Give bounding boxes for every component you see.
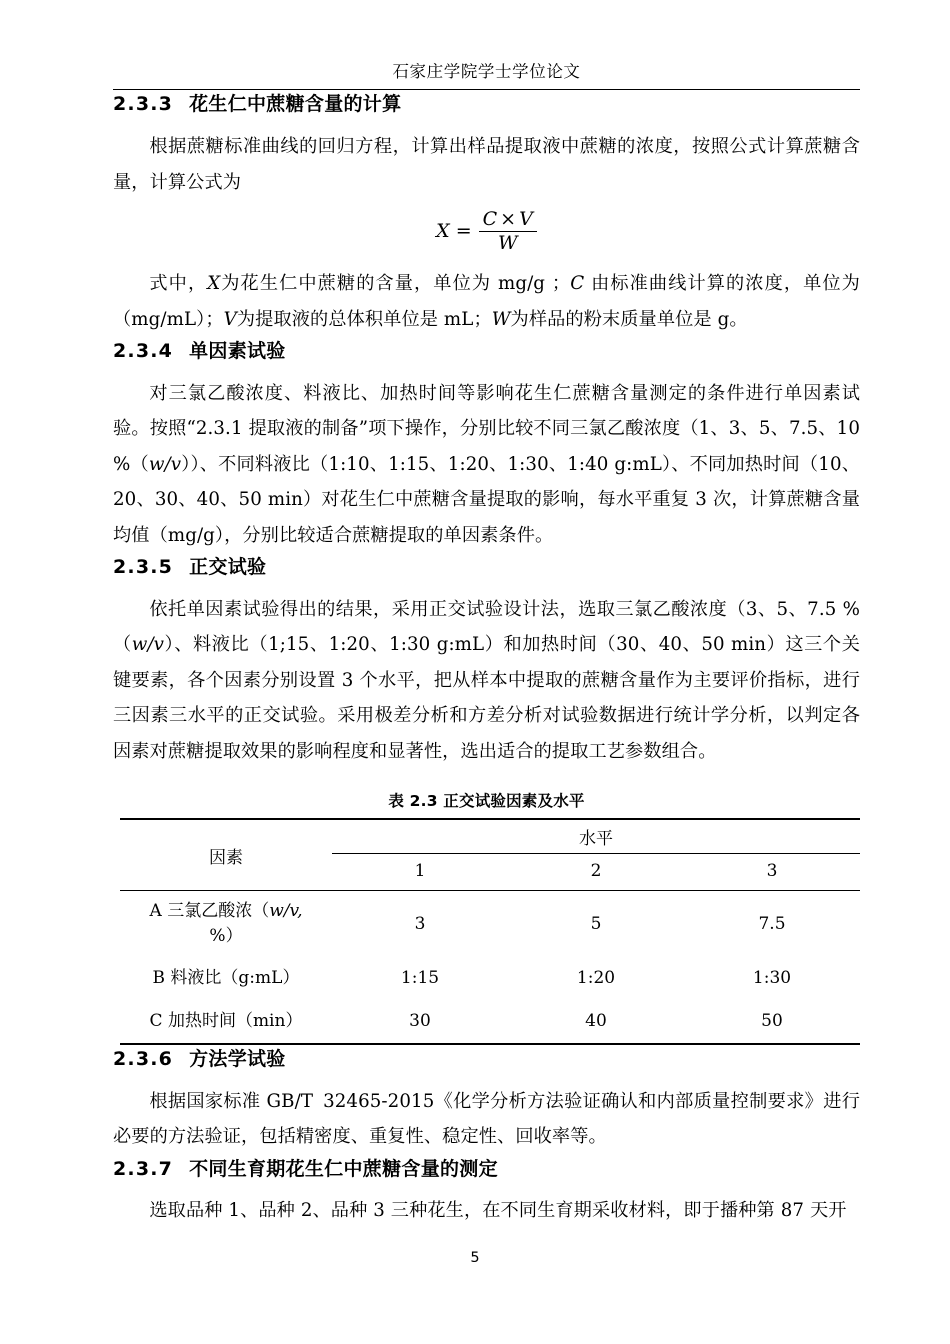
sucrose-content-formula xyxy=(436,210,537,253)
formula-denominator: W xyxy=(497,232,518,255)
formula-lhs: X xyxy=(436,220,450,243)
var-sep-1: ； xyxy=(545,273,571,295)
heading-2-3-3-number: 2.3.3 xyxy=(113,92,174,115)
var-desc-w: 为样品的粉末质量单位是 xyxy=(510,308,718,330)
heading-2-3-5-number: 2.3.5 xyxy=(113,556,174,579)
heading-2-3-3-title: 花生仁中蔗糖含量的计算 xyxy=(189,92,402,115)
var-desc-v: 为提取液的总体积单位是 xyxy=(236,308,444,330)
unit-w-v-1: w/v xyxy=(148,453,182,475)
var-desc-end: 。 xyxy=(729,308,748,330)
standard-text-1: 根据国家标准 GB/T xyxy=(149,1090,314,1112)
formula-numerator-right: V xyxy=(519,208,533,231)
unit-mg-per-ml: mg/mL xyxy=(131,308,197,330)
table-cell-a-2: 5 xyxy=(590,913,602,934)
heading-2-3-6-number: 2.3.6 xyxy=(113,1048,174,1071)
formula-equals: = xyxy=(455,220,472,243)
table-cell-b-2: 1:20 xyxy=(576,968,616,989)
table-cell-c-3: 50 xyxy=(761,1011,783,1032)
var-sep-3: ； xyxy=(473,308,492,330)
page-content xyxy=(113,0,860,1229)
standard-text-2: 《化学分析方法验证确认和内部质量控制要求》进行必要的方法验证，包括精密度、重复性、稳定性、回收率等。 xyxy=(113,1090,860,1148)
table-row-label-c: C 加热时间（min） xyxy=(149,1011,303,1032)
heading-2-3-4 xyxy=(113,337,860,366)
single-factor-text-1: 对三氯乙酸浓度、料液比、加热时间等影响花生仁蔗糖含量测定的条件进行单因素试验。按照“2.3.1 提取液的制备”项下操作，分别比较不同三氯乙酸浓度（1、3、5、7.5、10 %（ xyxy=(113,382,860,475)
table-cell-c-1: 30 xyxy=(409,1011,431,1032)
table-cell-b-1: 1:15 xyxy=(400,968,440,989)
var-desc-x: 为花生仁中蔗糖的含量，单位为 xyxy=(220,273,498,295)
paragraph-2-3-7: 选取品种 1、品种 2、品种 3 三种花生，在不同生育期采收材料，即于播种第 87 天开 xyxy=(149,1200,847,1222)
paragraph-2-3-6 xyxy=(113,1084,860,1155)
heading-2-3-7 xyxy=(113,1155,860,1184)
unit-ml: mL xyxy=(443,308,474,330)
table-2-3 xyxy=(120,818,860,1045)
formula-numerator-left: C xyxy=(482,208,498,231)
factor-a-label xyxy=(120,899,332,924)
standard-code: 32465-2015 xyxy=(323,1090,435,1112)
orthogonal-text-1: 依托单因素试验得出的结果，采用正交试验设计法，选取三氯乙酸浓度（3、5、7.5 %（ xyxy=(113,598,860,656)
running-header-title: 石家庄学院学士学位论文 xyxy=(392,62,581,81)
heading-2-3-6 xyxy=(113,1045,860,1074)
heading-2-3-3 xyxy=(113,90,860,119)
table-header-level-2: 2 xyxy=(590,861,602,882)
table-2-3-block xyxy=(113,789,860,1045)
var-sep-2: ）； xyxy=(196,308,224,330)
paragraph-2-3-3-intro: 根据蔗糖标准曲线的回归方程，计算出样品提取液中蔗糖的浓度，按照公式计算蔗糖含量，计算公式为 xyxy=(113,136,860,193)
table-cell-a-1: 3 xyxy=(414,913,426,934)
heading-2-3-7-title: 不同生育期花生仁中蔗糖含量的测定 xyxy=(189,1157,498,1180)
paragraph-2-3-4 xyxy=(113,376,860,554)
heading-2-3-5-title: 正交试验 xyxy=(189,556,267,579)
heading-2-3-5 xyxy=(113,553,860,582)
heading-2-3-7-number: 2.3.7 xyxy=(113,1157,174,1180)
table-header-level-span: 水平 xyxy=(332,820,860,854)
variable-c: C xyxy=(570,273,585,295)
single-factor-text-2: ））、不同料液比（1:10、1:15、1:20、1:30、1:40 g:mL）、不同加热时间（10、20、30、40、50 min）对花生仁中蔗糖含量提取的影响，每水平重复 3 次，计算蔗糖含量均值（mg/g），分别比较适合蔗糖提取的单因素条件。 xyxy=(113,453,861,546)
variable-x: X xyxy=(207,273,221,295)
unit-g: g xyxy=(717,308,730,330)
running-header xyxy=(113,0,860,83)
paragraph-2-3-3-variables xyxy=(113,266,860,337)
formula-multiply-icon: × xyxy=(500,208,517,231)
formula-block xyxy=(113,210,860,253)
heading-2-3-6-title: 方法学试验 xyxy=(189,1048,286,1071)
table-cell-c-2: 40 xyxy=(585,1011,607,1032)
heading-2-3-4-title: 单因素试验 xyxy=(189,340,286,363)
variable-v: V xyxy=(223,308,237,330)
table-cell-b-3: 1:30 xyxy=(752,968,792,989)
formula-numerator xyxy=(479,210,537,231)
table-cell-a-3: 7.5 xyxy=(758,913,786,934)
var-desc-lead: 式中， xyxy=(149,273,208,295)
heading-2-3-4-number: 2.3.4 xyxy=(113,340,174,363)
page-number: 5 xyxy=(470,1250,480,1266)
formula-fraction xyxy=(479,210,537,253)
table-row xyxy=(120,891,860,957)
orthogonal-text-2: ）、料液比（1;15、1:20、1:30 g:mL）和加热时间（30、40、50 min）这三个关键要素，各个因素分别设置 3 个水平，把从样本中提取的蔗糖含量作为主要评价指标，进行三因素三水平的正交试验。采用极差分析和方差分析对试验数据进行统计学分析，以判定各因素对蔗糖提取效果的影响程度和显著性，选出适合的提取工艺参数组合。 xyxy=(113,634,860,762)
table-row xyxy=(120,957,860,1000)
paragraph-2-3-5 xyxy=(113,592,860,770)
table-header-factor: 因素 xyxy=(209,847,243,868)
factor-a-label-pre: A 三氯乙酸浓（ xyxy=(149,901,270,922)
variable-w: W xyxy=(491,308,511,330)
table-row xyxy=(120,1000,860,1044)
table-2-3-caption: 表 2.3 正交试验因素及水平 xyxy=(388,792,585,811)
table-row-label-a xyxy=(120,891,332,957)
table-header-level-1: 1 xyxy=(414,861,426,882)
factor-a-label-unit: w/v, xyxy=(269,901,303,922)
unit-mg-per-g: mg/g xyxy=(497,273,546,295)
unit-w-v-2: w/v xyxy=(131,634,165,656)
var-desc-c: 由标准曲线计算的浓度，单位为（ xyxy=(113,273,860,330)
factor-a-label-line2: %） xyxy=(209,926,243,947)
table-header-level-3: 3 xyxy=(766,861,778,882)
table-row-label-b: B 料液比（g:mL） xyxy=(152,968,300,989)
table-header-row-span xyxy=(120,820,860,854)
